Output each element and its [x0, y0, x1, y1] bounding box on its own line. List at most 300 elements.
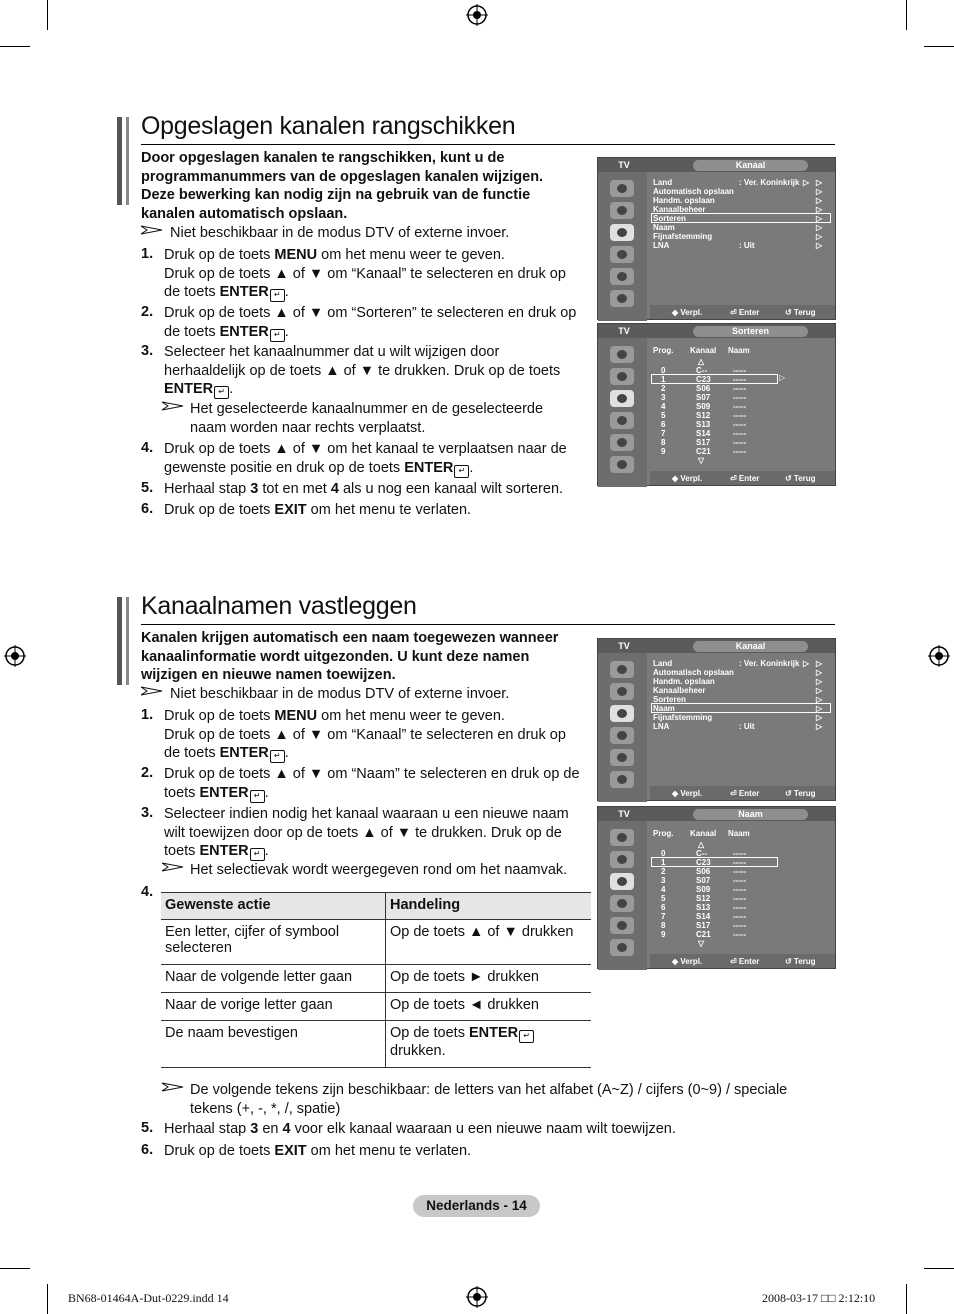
- tv-menu-kanaal: [597, 157, 836, 320]
- tv-menu-title: Kanaal: [693, 641, 808, 652]
- bold-keyword: ENTER: [199, 843, 249, 859]
- registration-mark-icon: [466, 1286, 488, 1308]
- table-cell: Op de toets ◄ drukken: [386, 993, 592, 1021]
- page-label: Nederlands - 14: [413, 1195, 540, 1217]
- tv-list-cell: 7: [661, 912, 666, 921]
- application-icon-glyph: [617, 943, 627, 952]
- tv-menu-kanaal-2: [597, 638, 836, 801]
- step-number: 6.: [141, 501, 154, 517]
- enter-hint: ⏎ Enter: [730, 308, 760, 317]
- crop-mark: [47, 0, 48, 30]
- tv-menu-selection: [651, 703, 831, 713]
- tv-list-cell: C--: [696, 366, 708, 375]
- step-line: Druk op de toets ▲ of ▼ om “Kanaal” te selecteren en druk op: [164, 726, 566, 743]
- bold-keyword: 3: [250, 1121, 259, 1137]
- tv-list-cell: 5: [661, 894, 666, 903]
- tv-menu-item-label: Kanaalbeheer: [653, 686, 706, 695]
- arrow-right-icon: ▷: [803, 659, 810, 668]
- note-arrow-icon: [162, 862, 184, 872]
- application-icon: [610, 456, 634, 473]
- tv-list-cell: S06: [696, 384, 711, 393]
- tv-menu-item-label: Sorteren: [653, 214, 686, 223]
- step-text: [164, 1120, 676, 1139]
- enter-key-icon: ↵: [270, 750, 285, 763]
- bold-keyword: ENTER: [219, 745, 269, 761]
- table-row: [161, 965, 591, 993]
- tv-menu-item-label: Kanaalbeheer: [653, 205, 706, 214]
- tv-col-header: Kanaal: [690, 829, 717, 838]
- table-header-row: [161, 893, 591, 920]
- registration-mark-icon: [4, 645, 26, 667]
- step-line: herhaaldelijk op de toets ▲ of ▼ te drukken. Druk op de toets: [164, 362, 561, 379]
- tv-col-header: Prog.: [653, 829, 674, 838]
- application-icon: [610, 771, 634, 788]
- bold-keyword: 3: [250, 481, 259, 497]
- table-header-cell: Gewenste actie: [161, 893, 386, 920]
- table-cell: Naar de volgende letter gaan: [161, 965, 386, 993]
- intro-line: Door opgeslagen kanalen te rangschikken, kunt u de: [141, 150, 505, 166]
- tv-list-cell: C21: [696, 930, 711, 939]
- channel-icon: [610, 705, 634, 722]
- arrow-right-icon: ▷: [816, 713, 823, 722]
- step-number: 2.: [141, 765, 154, 781]
- bold-keyword: ENTER: [199, 784, 249, 801]
- tv-menu-item: [653, 232, 831, 241]
- tv-list-cell: -----: [733, 420, 747, 429]
- enter-key-icon: ↵: [454, 465, 469, 478]
- note-line: tekens (+, -, *, /, spatie): [190, 1100, 341, 1117]
- bold-keyword: ENTER: [404, 459, 454, 476]
- tv-list-cell: -----: [733, 876, 747, 885]
- tv-list-cell: S13: [696, 903, 711, 912]
- intro-line: Deze bewerking kan nodig zijn na gebruik van de functie: [141, 187, 531, 203]
- section-rule: [141, 144, 835, 145]
- section-accent-bar: [117, 117, 122, 205]
- note-arrow-icon: [141, 686, 163, 696]
- step-line: Herhaal stap 3 tot en met 4 als u nog een kanaal wilt sorteren.: [164, 481, 564, 497]
- table-cell: Naar de vorige letter gaan: [161, 993, 386, 1021]
- tv-menu-item: [653, 659, 831, 668]
- tv-menu-item-label: Naam: [653, 223, 675, 232]
- channel-icon-glyph: [617, 394, 627, 403]
- tv-list-cell: C23: [696, 375, 711, 384]
- intro-line: programmanummers van de opgeslagen kanalen wijzigen.: [141, 168, 544, 185]
- table-cell: Op de toets ▲ of ▼ drukken: [386, 920, 592, 965]
- tv-menu-item-label: Fijnafstemming: [653, 713, 713, 722]
- tv-list-cell: 3: [661, 876, 666, 885]
- note-arrow-icon: [162, 1082, 184, 1092]
- back-hint: ↺ Terug: [785, 789, 816, 798]
- tv-label: TV: [618, 641, 630, 651]
- sound-icon: [610, 851, 634, 868]
- move-hint: ◆ Verpl.: [672, 474, 703, 483]
- arrow-right-icon: ▷: [816, 196, 823, 205]
- channel-icon: [610, 390, 634, 407]
- tv-list-cell: S09: [696, 885, 711, 894]
- bold-keyword: MENU: [274, 247, 318, 263]
- arrow-down-icon: ▽: [698, 456, 705, 465]
- tv-label: TV: [618, 809, 630, 819]
- tv-menu-item: [653, 713, 831, 722]
- tv-list-cell: C21: [696, 447, 711, 456]
- enter-key-icon: ↵: [270, 289, 285, 302]
- tv-list-cell: 9: [661, 447, 666, 456]
- tv-list-cell: 8: [661, 438, 666, 447]
- tv-list-cell: S14: [696, 429, 711, 438]
- setup-icon: [610, 727, 634, 744]
- tv-list-cell: C--: [696, 849, 708, 858]
- arrow-right-icon: ▷: [816, 704, 823, 713]
- input-icon: [610, 917, 634, 934]
- section1-note: Niet beschikbaar in de modus DTV of externe invoer.: [170, 225, 510, 241]
- tv-list-cell: S13: [696, 420, 711, 429]
- step-text: [164, 765, 580, 803]
- step-text: [164, 304, 576, 342]
- table-row: [161, 1021, 591, 1068]
- tv-menu-item-label: LNA: [653, 241, 670, 250]
- input-icon-glyph: [617, 272, 627, 281]
- tv-menu-sidebar: [598, 338, 647, 487]
- tv-menu-title: Naam: [693, 809, 808, 820]
- print-file-name: BN68-01464A-Dut-0229.indd 14: [68, 1291, 229, 1305]
- tv-list-cell: 7: [661, 429, 666, 438]
- sound-icon-glyph: [617, 687, 627, 696]
- arrow-right-icon: ▷: [816, 205, 823, 214]
- input-icon: [610, 268, 634, 285]
- tv-menu-item: [653, 668, 831, 677]
- tv-list-cell: -----: [733, 867, 747, 876]
- sound-icon: [610, 683, 634, 700]
- tv-list-cell: -----: [733, 411, 747, 420]
- tv-list-cell: -----: [733, 921, 747, 930]
- step-number: 6.: [141, 1142, 154, 1158]
- tv-menu-sorteren: [597, 323, 836, 486]
- step-line: Selecteer het kanaalnummer dat u wilt wijzigen door: [164, 344, 500, 360]
- arrow-right-icon: ▷: [816, 223, 823, 232]
- arrow-right-icon: ▷: [816, 232, 823, 241]
- tv-menu-item: [653, 722, 831, 731]
- setup-icon: [610, 412, 634, 429]
- crop-mark: [924, 1268, 954, 1269]
- tv-list-cell: S17: [696, 921, 711, 930]
- tv-col-header: Naam: [728, 829, 750, 838]
- step-line: Herhaal stap 3 en 4 voor elk kanaal waaraan u een nieuwe naam wilt toewijzen.: [164, 1121, 676, 1137]
- enter-hint: ⏎ Enter: [730, 957, 760, 966]
- tv-list-cell: 8: [661, 921, 666, 930]
- tv-list-cell: -----: [733, 858, 747, 867]
- enter-key-icon: ↵: [519, 1030, 534, 1043]
- table-cell: Op de toets ENTER ↵ drukken.: [386, 1021, 592, 1068]
- tv-menu-item: [653, 241, 831, 250]
- channel-icon: [610, 224, 634, 241]
- section-accent-bar: [117, 597, 122, 685]
- tv-menu-item-value: : Ver. Koninkrijk: [739, 178, 800, 187]
- tv-list-cell: 6: [661, 903, 666, 912]
- tv-menu-item: [653, 196, 831, 205]
- tv-menu-item-value: : Ver. Koninkrijk: [739, 659, 800, 668]
- tv-list-cell: -----: [733, 912, 747, 921]
- arrow-right-icon: ▷: [816, 695, 823, 704]
- section1-intro: [141, 149, 543, 223]
- setup-icon-glyph: [617, 731, 627, 740]
- arrow-down-icon: ▽: [698, 939, 705, 948]
- step-line: Druk op de toets EXIT om het menu te verlaten.: [164, 502, 472, 518]
- section2-step3-note: Het selectievak wordt weergegeven rond om het naamvak.: [190, 862, 568, 878]
- tv-list-cell: 4: [661, 402, 666, 411]
- note-line: De volgende tekens zijn beschikbaar: de letters van het alfabet (A~Z) / cijfers (0~9) / speciale: [190, 1082, 788, 1098]
- enter-key-icon: ↵: [250, 790, 265, 803]
- picture-icon-glyph: [617, 833, 627, 842]
- registration-mark-icon: [928, 645, 950, 667]
- tv-menu-item-label: Handm. opslaan: [653, 196, 715, 205]
- tv-menu-footer: [650, 954, 835, 968]
- application-icon: [610, 939, 634, 956]
- arrow-right-icon: ▷: [816, 659, 823, 668]
- tv-menu-item-label: Automatisch opslaan: [653, 187, 734, 196]
- tv-menu-sidebar: [598, 172, 647, 321]
- input-icon-glyph: [617, 753, 627, 762]
- picture-icon: [610, 346, 634, 363]
- enter-hint: ⏎ Enter: [730, 474, 760, 483]
- tv-list-cell: 9: [661, 930, 666, 939]
- table-row: [161, 920, 591, 965]
- step-line: Druk op de toets MENU om het menu weer te geven.: [164, 708, 505, 724]
- tv-list-cell: 3: [661, 393, 666, 402]
- tv-list-cell: -----: [733, 366, 747, 375]
- input-icon: [610, 749, 634, 766]
- bold-keyword: EXIT: [274, 1143, 307, 1159]
- application-icon-glyph: [617, 775, 627, 784]
- bold-keyword: ENTER: [219, 323, 269, 340]
- step-text: [164, 246, 566, 302]
- sound-icon: [610, 368, 634, 385]
- input-icon-glyph: [617, 921, 627, 930]
- step-number: 4.: [141, 884, 154, 900]
- tv-menu-item-label: LNA: [653, 722, 670, 731]
- intro-line: kanalen automatisch opslaan.: [141, 205, 348, 222]
- tv-menu-footer: [650, 786, 835, 800]
- arrow-right-icon: ▷: [816, 722, 823, 731]
- table-cell: Een letter, cijfer of symbool selecteren: [161, 920, 386, 965]
- bold-keyword: 4: [330, 481, 339, 497]
- section-rule: [141, 624, 835, 625]
- tv-col-header: Kanaal: [690, 346, 717, 355]
- chars-note: [190, 1081, 787, 1118]
- intro-line: wijzigen en nieuwe namen toewijzen.: [141, 667, 396, 683]
- arrow-right-icon: ▷: [779, 373, 786, 382]
- arrow-right-icon: ▷: [816, 668, 823, 677]
- arrow-right-icon: ▷: [816, 214, 823, 223]
- arrow-right-icon: ▷: [816, 187, 823, 196]
- tv-list-cell: 4: [661, 885, 666, 894]
- arrow-right-icon: ▷: [816, 686, 823, 695]
- tv-list-cell: -----: [733, 894, 747, 903]
- enter-key-icon: ↵: [270, 329, 285, 342]
- arrow-right-icon: ▷: [816, 241, 823, 250]
- sound-icon-glyph: [617, 372, 627, 381]
- back-hint: ↺ Terug: [785, 474, 816, 483]
- step-number: 3.: [141, 343, 154, 359]
- tv-menu-item: [653, 178, 831, 187]
- tv-menu-item-label: Handm. opslaan: [653, 677, 715, 686]
- setup-icon-glyph: [617, 416, 627, 425]
- step-line: ENTER ↵ .: [164, 381, 234, 397]
- step-line: de toets ENTER ↵ .: [164, 323, 289, 340]
- tv-list-cell: S14: [696, 912, 711, 921]
- tv-list-cell: -----: [733, 429, 747, 438]
- tv-list-cell: -----: [733, 903, 747, 912]
- tv-list-cell: S07: [696, 393, 711, 402]
- intro-line: kanaalinformatie wordt uitgezonden. U kunt deze namen: [141, 648, 530, 665]
- step-text: [164, 343, 560, 399]
- tv-list-cell: -----: [733, 393, 747, 402]
- application-icon-glyph: [617, 460, 627, 469]
- tv-menu-item-label: Fijnafstemming: [653, 232, 713, 241]
- setup-icon-glyph: [617, 250, 627, 259]
- step-number: 4.: [141, 440, 154, 456]
- channel-icon-glyph: [617, 877, 627, 886]
- tv-col-header: Naam: [728, 346, 750, 355]
- tv-menu-footer: [650, 305, 835, 319]
- section1-step3-note: [190, 400, 543, 437]
- sound-icon-glyph: [617, 855, 627, 864]
- action-table: [161, 892, 591, 1068]
- step-line: Druk op de toets ▲ of ▼ om “Sorteren” te selecteren en druk op: [164, 305, 577, 321]
- step-line: de toets ENTER ↵ .: [164, 745, 289, 761]
- section2-title: Kanaalnamen vastleggen: [141, 592, 417, 620]
- channel-icon: [610, 873, 634, 890]
- arrow-up-icon: △: [698, 840, 705, 849]
- bold-keyword: ENTER: [219, 284, 269, 300]
- bold-keyword: 4: [282, 1121, 291, 1137]
- tv-list-cell: -----: [733, 885, 747, 894]
- tv-list-cell: -----: [733, 849, 747, 858]
- tv-list-cell: 0: [661, 849, 666, 858]
- enter-key-icon: ↵: [214, 386, 229, 399]
- picture-icon: [610, 829, 634, 846]
- step-line: Druk op de toets EXIT om het menu te verlaten.: [164, 1143, 472, 1159]
- tv-list-cell: 6: [661, 420, 666, 429]
- step-text: [164, 805, 569, 861]
- tv-menu-item: [653, 223, 831, 232]
- tv-col-header: Prog.: [653, 346, 674, 355]
- step-line: Druk op de toets ▲ of ▼ om het kanaal te verplaatsen naar de: [164, 441, 567, 457]
- channel-icon-glyph: [617, 709, 627, 718]
- tv-menu-item: [653, 677, 831, 686]
- tv-list-cell: S09: [696, 402, 711, 411]
- bold-keyword: EXIT: [274, 502, 307, 518]
- table-cell: Op de toets ► drukken: [386, 965, 592, 993]
- crop-mark: [0, 46, 30, 47]
- picture-icon-glyph: [617, 184, 627, 193]
- tv-list-cell: -----: [733, 930, 747, 939]
- bold-keyword: ENTER: [469, 1025, 519, 1041]
- section2-intro: [141, 629, 558, 685]
- tv-list-cell: C23: [696, 858, 711, 867]
- step-number: 5.: [141, 1120, 154, 1136]
- tv-list-selection: [651, 374, 778, 384]
- tv-menu-sidebar: [598, 653, 647, 802]
- tv-list-cell: S07: [696, 876, 711, 885]
- enter-hint: ⏎ Enter: [730, 789, 760, 798]
- section1-title: Opgeslagen kanalen rangschikken: [141, 112, 516, 140]
- step-number: 1.: [141, 707, 154, 723]
- tv-menu-footer: [650, 471, 835, 485]
- step-line: Druk op de toets ▲ of ▼ om “Naam” te selecteren en druk op de: [164, 766, 580, 782]
- input-icon-glyph: [617, 438, 627, 447]
- step-text: [164, 1142, 471, 1161]
- setup-icon: [610, 246, 634, 263]
- tv-menu-title: Sorteren: [693, 326, 808, 337]
- tv-menu-item-value: : Uit: [739, 722, 755, 731]
- setup-icon: [610, 895, 634, 912]
- arrow-right-icon: ▷: [803, 178, 810, 187]
- crop-mark: [924, 46, 954, 47]
- bold-keyword: ENTER: [164, 381, 214, 397]
- step-line: de toets ENTER ↵ .: [164, 284, 289, 300]
- arrow-right-icon: ▷: [816, 178, 823, 187]
- move-hint: ◆ Verpl.: [672, 957, 703, 966]
- tv-list-cell: 2: [661, 867, 666, 876]
- arrow-right-icon: ▷: [816, 677, 823, 686]
- sound-icon: [610, 202, 634, 219]
- bold-keyword: MENU: [274, 708, 318, 724]
- tv-list-selection: [651, 857, 778, 867]
- table-cell: De naam bevestigen: [161, 1021, 386, 1068]
- tv-label: TV: [618, 160, 630, 170]
- tv-menu-item-label: Sorteren: [653, 695, 686, 704]
- tv-menu-item: [653, 187, 831, 196]
- tv-label: TV: [618, 326, 630, 336]
- tv-menu-item-label: Land: [653, 178, 673, 187]
- tv-menu-item-label: Land: [653, 659, 673, 668]
- tv-menu-item: [653, 686, 831, 695]
- note-line: Het geselecteerde kanaalnummer en de geselecteerde: [190, 401, 544, 417]
- tv-menu-sidebar: [598, 821, 647, 970]
- channel-icon-glyph: [617, 228, 627, 237]
- tv-list-cell: 5: [661, 411, 666, 420]
- tv-list-cell: -----: [733, 438, 747, 447]
- tv-menu-title: Kanaal: [693, 160, 808, 171]
- table-header-cell: Handeling: [386, 893, 592, 920]
- sound-icon-glyph: [617, 206, 627, 215]
- step-line: Selecteer indien nodig het kanaal waaraan u een nieuwe naam: [164, 806, 569, 822]
- section-accent-bar: [126, 597, 129, 685]
- application-icon-glyph: [617, 294, 627, 303]
- tv-list-cell: S12: [696, 894, 711, 903]
- picture-icon: [610, 661, 634, 678]
- step-text: [164, 707, 566, 763]
- registration-mark-icon: [466, 4, 488, 26]
- note-arrow-icon: [162, 401, 184, 411]
- section2-note: Niet beschikbaar in de modus DTV of externe invoer.: [170, 686, 510, 702]
- back-hint: ↺ Terug: [785, 957, 816, 966]
- step-text: [164, 501, 471, 520]
- step-line: Druk op de toets MENU om het menu weer te geven.: [164, 247, 505, 263]
- tv-list-cell: -----: [733, 402, 747, 411]
- tv-list-cell: -----: [733, 384, 747, 393]
- step-text: [164, 480, 563, 499]
- intro-line: Kanalen krijgen automatisch een naam toegewezen wanneer: [141, 630, 559, 646]
- crop-mark: [0, 1268, 30, 1269]
- note-line: naam worden naar rechts verplaatst.: [190, 419, 426, 436]
- crop-mark: [906, 1284, 907, 1314]
- back-hint: ↺ Terug: [785, 308, 816, 317]
- tv-menu-naam: [597, 806, 836, 969]
- crop-mark: [906, 0, 907, 30]
- tv-menu-item-label: Naam: [653, 704, 675, 713]
- step-line: toets ENTER ↵ .: [164, 843, 269, 859]
